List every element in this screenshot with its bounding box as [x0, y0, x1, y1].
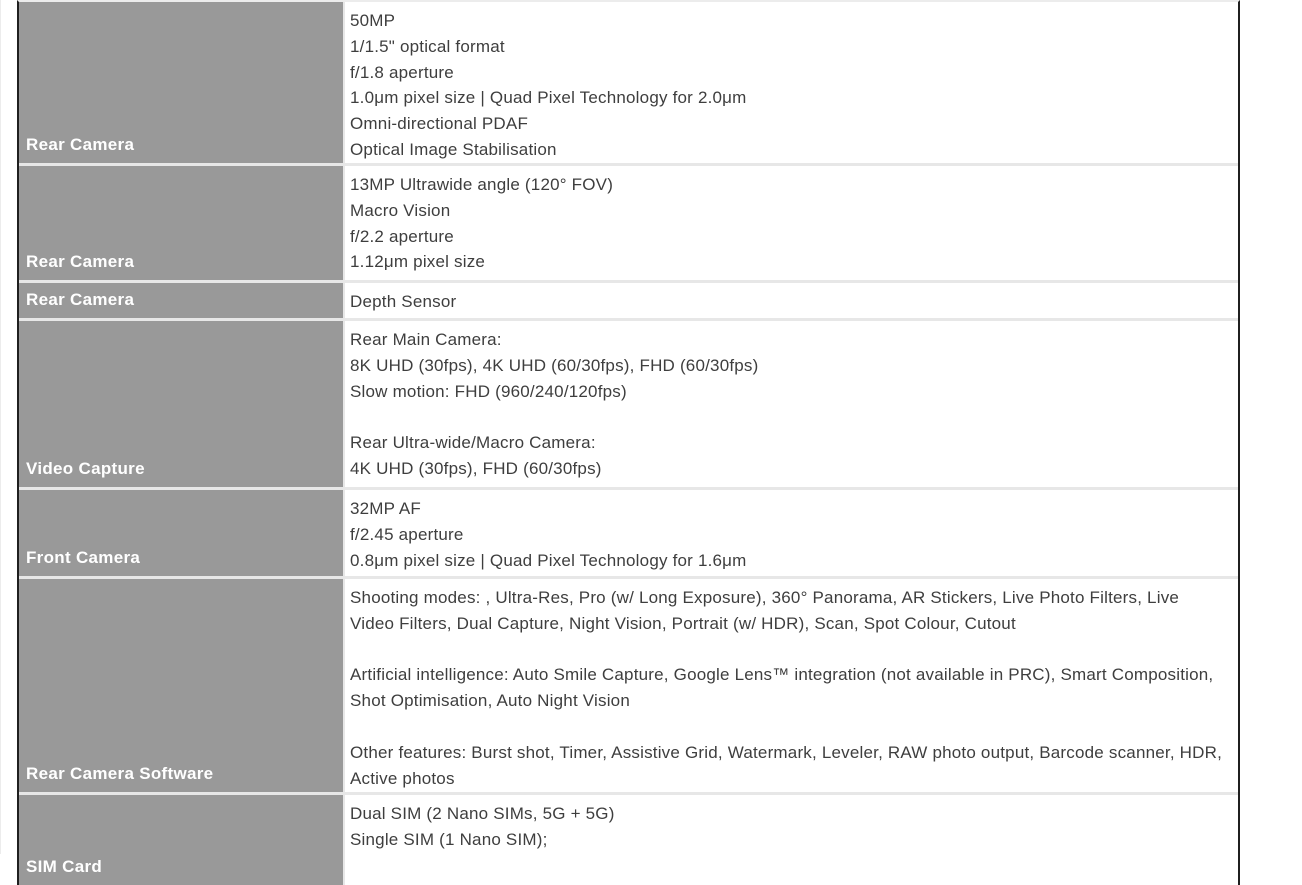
spec-value-line: 1/1.5" optical format	[350, 36, 505, 56]
spec-label-cell	[19, 321, 345, 487]
spec-label-cell	[19, 2, 345, 163]
spec-label: Rear Camera Software	[26, 764, 214, 783]
spec-value-cell	[345, 166, 1238, 280]
spec-value-line: Rear Main Camera:	[350, 330, 502, 349]
spec-value-cell	[345, 579, 1238, 792]
spec-label: Rear Camera	[26, 252, 135, 271]
spec-value-cell	[345, 2, 1238, 163]
spec-value-paragraph: Shooting modes: , Ultra-Res, Pro (w/ Long Exposure), 360° Panorama, AR Stickers, Live Photo Filters, Live Video Filters, Dual Capture, Night Vision, Portrait (w/ HDR), Scan, Spot Colour, Cutout	[350, 588, 1180, 633]
spec-value-cell	[345, 283, 1238, 318]
spec-value-cell	[345, 321, 1238, 487]
spec-value-cell	[345, 490, 1238, 576]
spec-value-line: Single SIM (1 Nano SIM);	[350, 829, 548, 849]
table-row	[19, 795, 1238, 885]
spec-value-line: Optical Image Stabilisation	[350, 139, 557, 159]
spec-table	[17, 0, 1240, 885]
spec-value-line: 1.12μm pixel size	[350, 252, 486, 272]
spec-label-cell	[19, 795, 345, 885]
spec-label-cell	[19, 490, 345, 576]
spec-value-line: 8K UHD (30fps), 4K UHD (60/30fps), FHD (60/30fps)	[350, 355, 759, 375]
table-row	[19, 166, 1238, 283]
table-row	[19, 490, 1238, 579]
spec-value-line: 4K UHD (30fps), FHD (60/30fps)	[350, 458, 602, 478]
spec-value-line-blank	[350, 637, 1228, 663]
spec-value-line: Rear Ultra-wide/Macro Camera:	[350, 433, 596, 453]
spec-value-line: f/2.45 aperture	[350, 524, 464, 544]
spec-value-cell	[345, 795, 1238, 885]
table-row	[19, 579, 1238, 795]
spec-value-line: f/1.8 aperture	[350, 62, 454, 82]
spec-value-paragraph: Artificial intelligence: Auto Smile Capture, Google Lens™ integration (not available in PRC), Smart Composition, Shot Optimisation, Auto Night Vision	[350, 665, 1214, 711]
spec-label-cell	[19, 579, 345, 792]
spec-value-line: 1.0μm pixel size | Quad Pixel Technology for 2.0μm	[350, 88, 747, 108]
spec-value-line: 50MP	[350, 11, 396, 30]
spec-value-line: Dual SIM (2 Nano SIMs, 5G + 5G)	[350, 804, 615, 823]
spec-label: Video Capture	[26, 459, 145, 478]
spec-value-line-blank	[350, 404, 1228, 430]
spec-value-line: 32MP AF	[350, 499, 422, 518]
table-row	[19, 2, 1238, 166]
spec-label: Rear Camera	[26, 135, 135, 154]
spec-value-line: f/2.2 aperture	[350, 226, 454, 246]
spec-value-line: Omni-directional PDAF	[350, 114, 529, 134]
spec-value-line: 0.8μm pixel size | Quad Pixel Technology for 1.6μm	[350, 550, 747, 570]
spec-label: Rear Camera	[26, 290, 135, 309]
spec-value-line: 13MP Ultrawide angle (120° FOV)	[350, 175, 614, 194]
spec-label: Front Camera	[26, 548, 141, 567]
spec-label: SIM Card	[26, 857, 103, 876]
spec-label-cell	[19, 166, 345, 280]
spec-value-line-blank	[350, 714, 1228, 740]
spec-value-line: Depth Sensor	[350, 292, 457, 311]
table-row	[19, 321, 1238, 490]
spec-value-line: Macro Vision	[350, 200, 451, 220]
spec-value-line: Slow motion: FHD (960/240/120fps)	[350, 381, 627, 401]
spec-label-cell	[19, 283, 345, 318]
spec-value-paragraph: Other features: Burst shot, Timer, Assistive Grid, Watermark, Leveler, RAW photo output, Barcode scanner, HDR, Active photos	[350, 742, 1223, 788]
table-row	[19, 283, 1238, 321]
